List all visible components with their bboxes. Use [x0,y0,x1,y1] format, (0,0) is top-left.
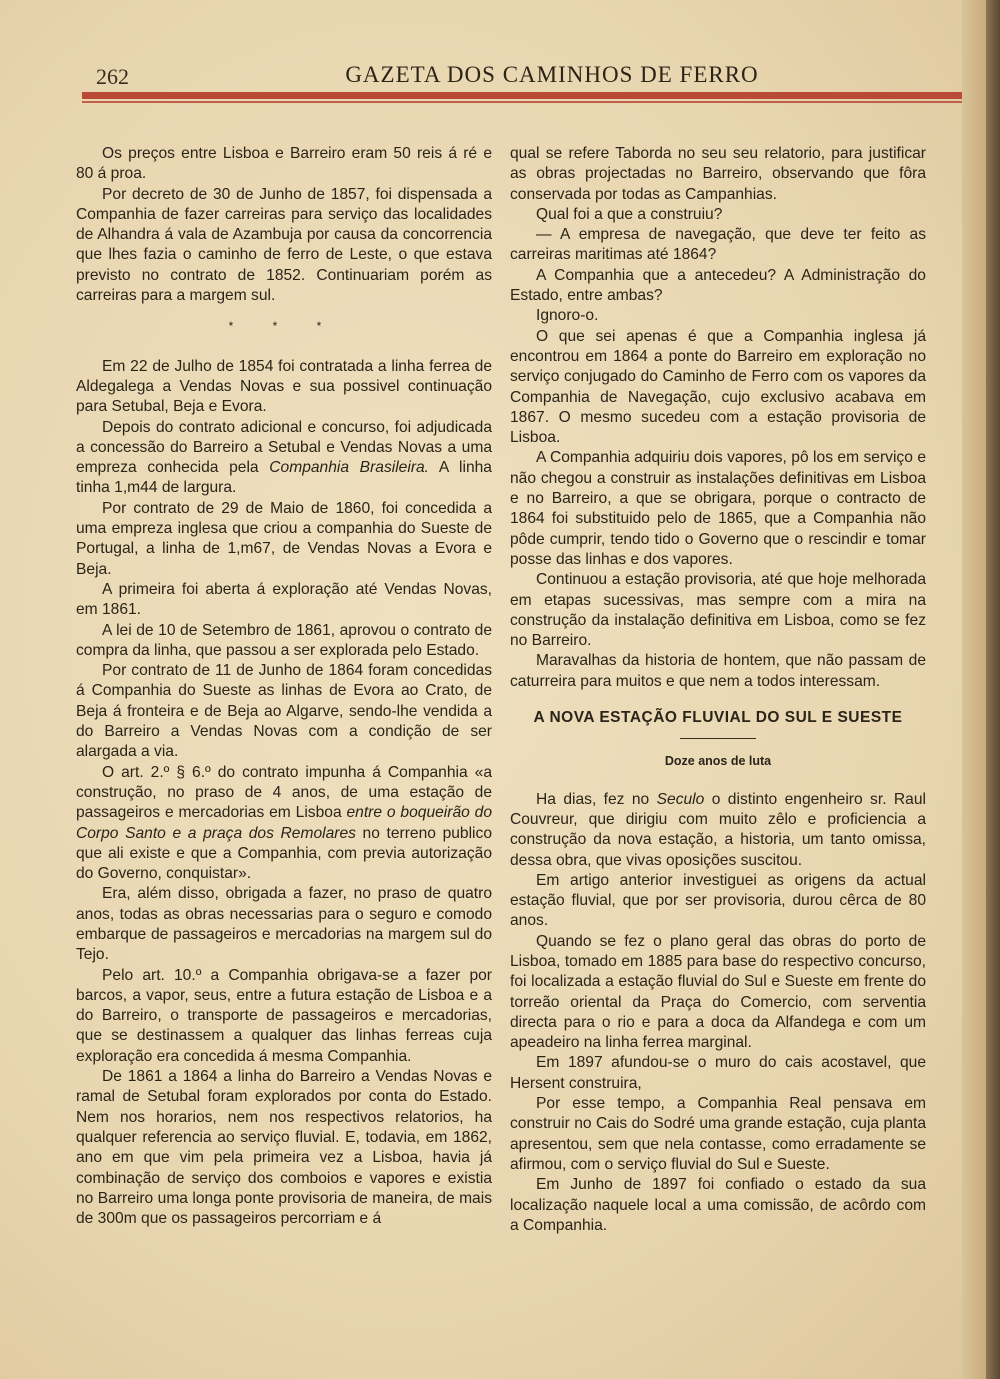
section-rule [680,738,756,739]
paragraph: Ignoro-o. [536,307,599,325]
paragraph: De 1861 a 1864 a linha do Barreiro a Vendas Novas e ramal de Setubal foram explorados por conta do Estado. Nem nos horarios, nem nos respectivos relatorios, ha qualquer referencia ao serviço fluvial. E, todavia, em 1862, ano em que vim pela primeira vez a Lisboa, havia já combinação de serviço dos comboios e vapores e existia no Barreiro uma longa ponte provisoria de maneira, de mais de 300m que os passageiros percorriam e á [76,1068,492,1228]
page-number: 262 [96,64,129,89]
paragraph: Quando se fez o plano geral das obras do porto de Lisboa, tomado em 1885 para base do respectivo concurso, foi localizada a estação fluvial do Sul e Sueste em frente do torreão oriental da Praça do Comercio, com serventia directa para o rio e para a doca da Alfandega e com um apeadeiro na linha ferrea marginal. [510,932,926,1052]
paragraph: Por decreto de 30 de Junho de 1857, foi dispensada a Companhia de fazer carreiras para serviço das localidades de Alhandra á vala de Azambuja por causa da concorrencia que lhes fazia o caminho de ferro de Leste, o que estava previsto no contrato de 1852. Continuariam porém as carreiras para a margem sul. [76,185,492,305]
paragraph: Os preços entre Lisboa e Barreiro eram 50 reis á ré e 80 á proa. [76,145,492,183]
paragraph: Por contrato de 11 de Junho de 1864 foram concedidas á Companhia do Sueste as linhas de Evora ao Crato, de Beja á fronteira e de Beja ao Algarve, sendo-lhe vendida a do Barreiro a Vendas Novas com a condição de ser alargada a via. [76,662,492,761]
paragraph: Era, além disso, obrigada a fazer, no praso de quatro anos, todas as obras necessarias para o seguro e comodo embarque de passageiros e mercadorias na margem sul do Tejo. [76,885,492,964]
page-header [82,58,962,88]
section-separator: * * * [228,319,340,334]
paragraph: Continuou a estação provisoria, até que hoje melhorada em etapas sucessivas, mas sempre com a mira na construção da instalação definitiva em Lisboa, como se fez no Barreiro. [510,571,926,650]
emphasis: Companhia Brasileira. [269,459,430,477]
right-column [510,144,926,1236]
paragraph: Em 1897 afundou-se o muro do cais acostavel, que Hersent construira, [510,1054,926,1092]
header-rule [82,92,962,99]
section-title: A NOVA ESTAÇÃO FLUVIAL DO SUL E SUESTE [533,709,903,727]
emphasis: Seculo [656,790,705,808]
left-column [76,144,492,1229]
paragraph: — A empresa de navegação, que deve ter feito as carreiras maritimas até 1864? [510,226,926,264]
paragraph: Por contrato de 29 de Maio de 1860, foi concedida a uma empreza inglesa que criou a companhia do Sueste de Portugal, a linha de 1,m67, de Vendas Novas a Evora e Beja. [76,499,492,578]
emphasis: entre o boqueirão do Corpo Santo e a praça dos Remolares [76,804,492,842]
paragraph: Em 22 de Julho de 1854 foi contratada a linha ferrea de Aldegalega a Vendas Novas e sua possivel continuação para Setubal, Beja e Evora. [76,357,492,416]
paragraph: Em artigo anterior investiguei as origens da actual estação fluvial, que por ser provisoria, durou cêrca de 80 anos. [510,871,926,930]
paragraph: Por esse tempo, a Companhia Real pensava em construir no Cais do Sodré uma grande estação, cuja planta apresentou, sem que nela contasse, como erradamente se afirmou, com o serviço fluvial do Sul e Sueste. [510,1095,926,1173]
section-subtitle: Doze anos de luta [664,754,772,769]
paragraph: Qual foi a que a construiu? [536,205,723,223]
journal-title: GAZETA DOS CAMINHOS DE FERRO [345,62,759,87]
paragraph: A lei de 10 de Setembro de 1861, aprovou o contrato de compra da linha, que passou a ser explorada pelo Estado. [76,621,492,659]
paragraph: A primeira foi aberta á exploração até Vendas Novas, em 1861. [76,580,492,619]
paragraph: Ha dias, fez no Seculo o distinto engenheiro sr. Raul Couvreur, que dirigiu com muito zêlo e proficiencia a construção da nova estação, a historia, um tanto omissa, dessa obra, que vivas oposições suscitou. [510,790,926,869]
header-rule-thin [82,101,962,103]
paragraph: A Companhia que a antecedeu? A Administração do Estado, entre ambas? [510,266,926,305]
paragraph: A Companhia adquiriu dois vapores, pô los em serviço e não chegou a construir as instalações definitivas em Lisboa e no Barreiro, a que se obrigara, porque o contracto de 1864 foi substituido pelo de 1865, que a Companhia não pôde cumprir, tendo tido o Governo que o rescindir e tomar posse das linhas e dos vapores. [510,449,926,568]
page-edge-shadow [986,0,1000,1379]
paragraph: O que sei apenas é que a Companhia inglesa já encontrou em 1864 a ponte do Barreiro em exploração no serviço conjugado do Caminho de Ferro com os vapores da Companhia de Navegação, cujo exclusivo acabava em 1867. O mesmo sucedeu com a estação provisoria de Lisboa. [510,327,926,447]
paragraph: O art. 2.º § 6.º do contrato impunha á Companhia «a construção, no praso de 4 anos, de uma estação de passageiros e mercadorias em Lisboa entre o boqueirão do Corpo Santo e a praça dos Remolares no terreno publico que ali existe e que a Companhia, com previa autorização do Governo, conquistar». [76,763,492,883]
paragraph: Em Junho de 1897 foi confiado o estado da sua localização naquele local a uma comissão, de acôrdo com a Companhia. [510,1176,926,1234]
paragraph: Maravalhas da historia de hontem, que não passam de caturreira para muitos e que nem a todos interessam. [510,652,926,690]
paragraph: Depois do contrato adicional e concurso, foi adjudicada a concessão do Barreiro a Setubal e Vendas Novas a uma empreza conhecida pela Companhia Brasileira. A linha tinha 1,m44 de largura. [76,418,492,497]
paragraph: Pelo art. 10.º a Companhia obrigava-se a fazer por barcos, a vapor, seus, entre a futura estação de Lisboa e a do Barreiro, o transporte de passageiros e mercadorias, que se destinassem a qualquer das linhas ferreas cuja exploração era concedida á mesma Companhia. [76,966,492,1065]
paragraph: qual se refere Taborda no seu seu relatorio, para justificar as obras projectadas no Barreiro, observando que fôra conservada por todas as Campanhias. [510,145,926,203]
